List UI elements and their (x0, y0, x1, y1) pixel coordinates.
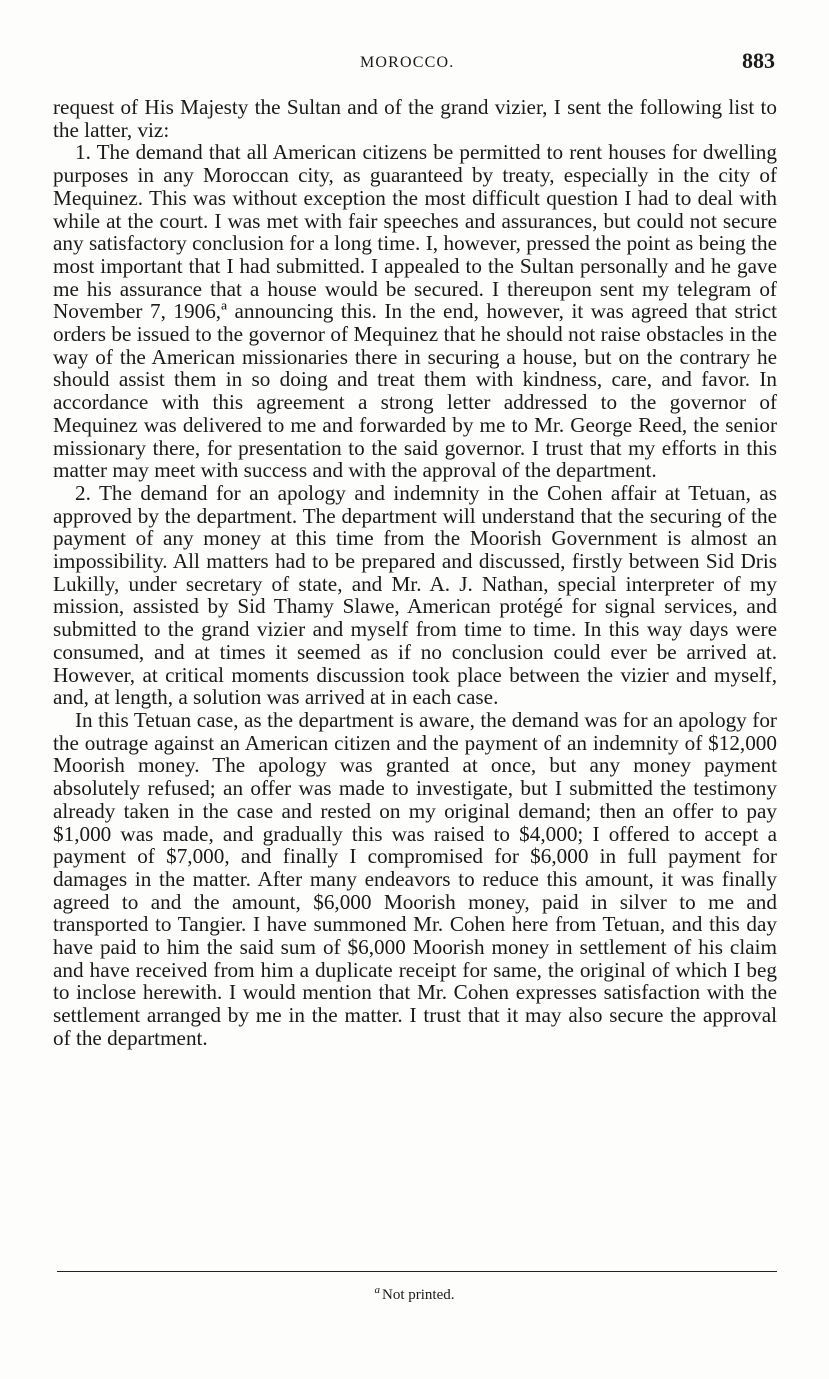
footnote-text: Not printed. (382, 1287, 455, 1303)
page-number: 883 (742, 48, 775, 73)
footnote-marker: a (374, 1284, 380, 1296)
running-head-title: MOROCCO. (360, 54, 455, 71)
paragraph-item-1: 1. The demand that all American citizens be permitted to rent houses for dwelling purposes in any Moroccan city, as guaranteed by treaty, especially in the city of Mequinez. This was without exception the most difficult question I had to deal with while at the court. I was met with fair speeches and assurances, but could not secure any satisfactory conclusion for a long time. I, however, pressed the point as being the most important that I had submitted. I appealed to the Sultan personally and he gave me his assurance that a house would be secured. I thereupon sent my telegram of November 7, 1906,ª announcing this. In the end, however, it was agreed that strict orders be issued to the governor of Mequinez that he should not raise obstacles in the way of the American missionaries there in securing a house, but on the contrary he should assist them in so doing and treat them with kindness, care, and favor. In accordance with this agreement a strong letter addressed to the governor of Mequinez was delivered to me and forwarded by me to Mr. George Reed, the senior missionary there, for presentation to the said governor. I trust that my efforts in this matter may meet with success and with the approval of the department. (53, 140, 777, 483)
footnote-divider (57, 1271, 777, 1272)
paragraph-tetuan-case: In this Tetuan case, as the department is aware, the demand was for an apology for the outrage against an American citizen and the payment of an indemnity of $12,000 Moorish money. The apology was granted at once, but any money payment absolutely refused; an offer was made to investigate, but I submitted the testimony already taken in the case and rested on my original demand; then an offer to pay $1,000 was made, and gradually this was raised to $4,000; I offered to accept a payment of $7,000, and finally I compromised for $6,000 in full payment for damages in the matter. After many endeavors to reduce this amount, it was finally agreed to and the amount, $6,000 Moorish money, paid in silver to me and transported to Tangier. I have summoned Mr. Cohen here from Tetuan, and this day have paid to him the said sum of $6,000 Moorish money in settlement of his claim and have received from him a duplicate receipt for same, the original of which I beg to inclose herewith. I would mention that Mr. Cohen expresses satisfaction with the settlement arranged by me in the matter. I trust that it may also secure the approval of the department. (53, 707, 777, 1050)
running-head (0, 48, 829, 78)
paragraph-item-2: 2. The demand for an apology and indemnity in the Cohen affair at Tetuan, as approved by the department. The department will understand that the securing of the payment of any money at this time from the Moorish Government is almost an impossibility. All matters had to be prepared and discussed, firstly between Sid Dris Lukilly, under secretary of state, and Mr. A. J. Nathan, special interpreter of my mission, assisted by Sid Thamy Slawe, American protégé for signal services, and submitted to the grand vizier and myself from time to time. In this way days were consumed, and at times it seemed as if no conclusion could ever be arrived at. However, at critical moments discussion took place between the vizier and myself, and, at length, a solution was arrived at in each case. (53, 480, 777, 710)
footnote (0, 1284, 829, 1304)
body-text (53, 96, 777, 1050)
paragraph-continuation: request of His Majesty the Sultan and of the grand vizier, I sent the following list to the latter, viz: (53, 95, 777, 142)
